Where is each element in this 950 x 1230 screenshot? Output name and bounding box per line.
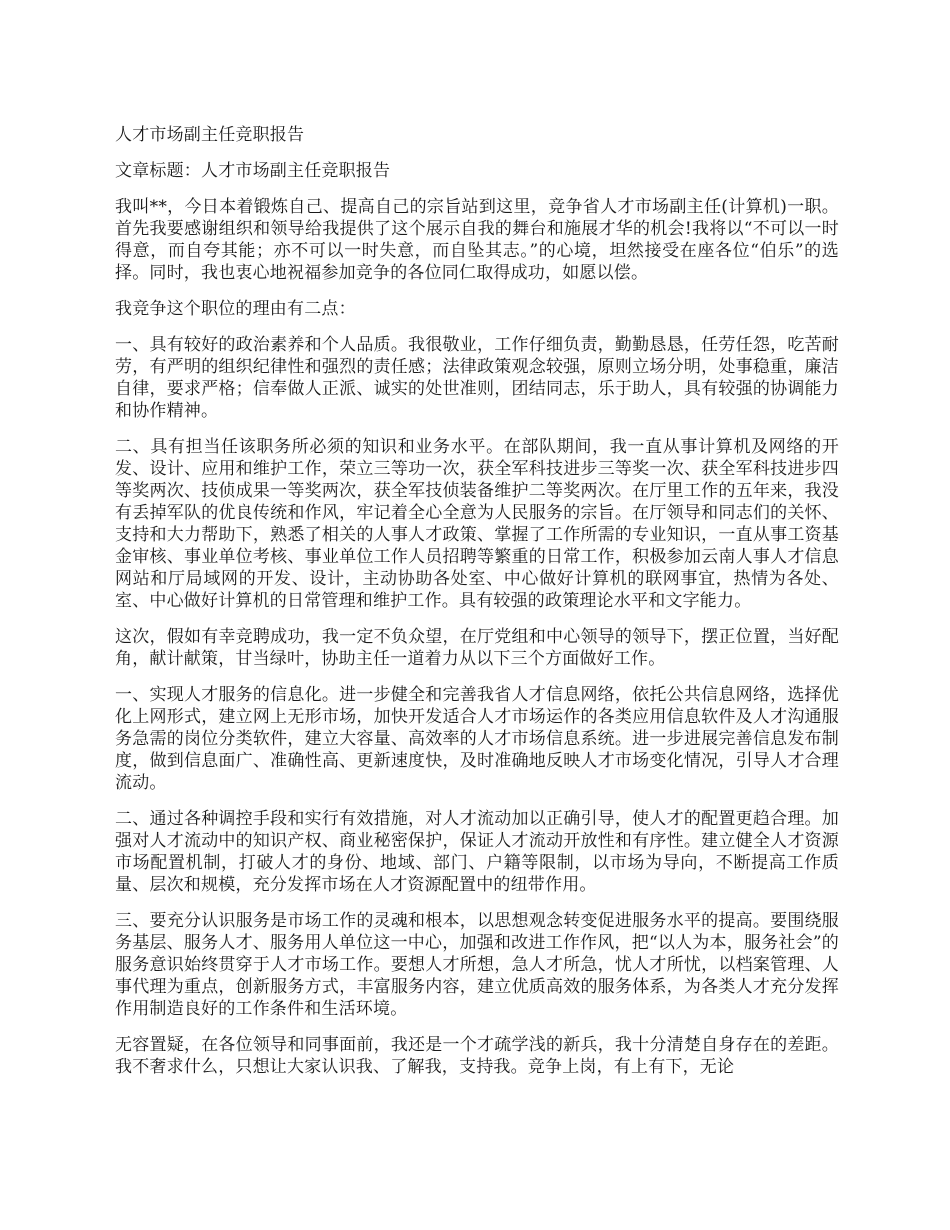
paragraph-plan-2: 二、通过各种调控手段和实行有效措施，对人才流动加以正确引导，使人才的配置更趋合理。加强对人才流动中的知识产权、商业秘密保护，保证人才流动开放性和有序性。建立健全人才资源市场配置机制，打破人才的身份、地域、部门、户籍等限制，以市场为导向，不断提高工作质量、层次和规模，充分发挥市场在人才资源配置中的纽带作用。 [115,809,839,895]
document-heading: 人才市场副主任竞职报告 [115,125,305,145]
paragraph-reason-2: 二、具有担当任该职务所必须的知识和业务水平。在部队期间，我一直从事计算机及网络的开发、设计、应用和维护工作，荣立三等功一次，获全军科技进步三等奖一次、获全军科技进步四等奖两次、技侦成果一等奖两次，获全军技侦装备维护二等奖两次。在厅里工作的五年来，我没有丢掉军队的优良传统和作风，牢记着全心全意为人民服务的宗旨。在厅领导和同志们的关怀、支持和大力帮助下，熟悉了相关的人事人才政策、掌握了工作所需的专业知识，一直从事工资基金审核、事业单位考核、事业单位工作人员招聘等繁重的日常工作，积极参加云南人事人才信息网站和厅局域网的开发、设计，主动协助各处室、中心做好计算机的联网事宜，热情为各处、室、中心做好计算机的日常管理和维护工作。具有较强的政策理论水平和文字能力。 [115,437,839,611]
paragraph-intro: 我叫**，今日本着锻炼自己、提高自己的宗旨站到这里，竞争省人才市场副主任(计算机)一职。首先我要感谢组织和领导给我提供了这个展示自我的舞台和施展才华的机会!我将以“不可以一时得意，而自夸其能；亦不可以一时失意，而自坠其志。”的心境，坦然接受在座各位“伯乐”的选择。同时，我也衷心地祝福参加竞争的各位同仁取得成功，如愿以偿。 [115,197,839,283]
paragraph-reason-1: 一、具有较好的政治素养和个人品质。我很敬业，工作仔细负责，勤勤恳恳，任劳任怨，吃苦耐劳，有严明的组织纪律性和强烈的责任感；法律政策观念较强，原则立场分明，处事稳重，廉洁自律，要求严格；信奉做人正派、诚实的处世准则，团结同志，乐于助人，具有较强的协调能力和协作精神。 [115,335,839,421]
paragraph-plan-lead: 这次，假如有幸竞聘成功，我一定不负众望，在厅党组和中心领导的领导下，摆正位置，当好配角，献计献策，甘当绿叶，协助主任一道着力从以下三个方面做好工作。 [115,627,839,669]
paragraph-plan-3: 三、要充分认识服务是市场工作的灵魂和根本，以思想观念转变促进服务水平的提高。要围绕服务基层、服务人才、服务用人单位这一中心，加强和改进工作作风，把“以人为本，服务社会”的服务意识始终贯穿于人才市场工作。要想人才所想，急人才所急，忧人才所忧，以档案管理、人事代理为重点，创新服务方式，丰富服务内容，建立优质高效的服务体系，为各类人才充分发挥作用制造良好的工作条件和生活环境。 [115,911,839,1019]
paragraph-closing: 无容置疑，在各位领导和同事面前，我还是一个才疏学浅的新兵，我十分清楚自身存在的差距。我不奢求什么，只想让大家认识我、了解我，支持我。竞争上岗，有上有下，无论 [115,1035,839,1077]
document-subtitle: 文章标题：人才市场副主任竞职报告 [115,161,391,181]
paragraph-reasons-lead: 我竞争这个职位的理由有二点： [115,299,356,319]
paragraph-plan-1: 一、实现人才服务的信息化。进一步健全和完善我省人才信息网络，依托公共信息网络，选择优化上网形式，建立网上无形市场，加快开发适合人才市场运作的各类应用信息软件及人才沟通服务急需的岗位分类软件，建立大容量、高效率的人才市场信息系统。进一步进展完善信息发布制度，做到信息面广、准确性高、更新速度快，及时准确地反映人才市场变化情况，引导人才合理流动。 [115,685,839,793]
document-page [115,124,839,1092]
